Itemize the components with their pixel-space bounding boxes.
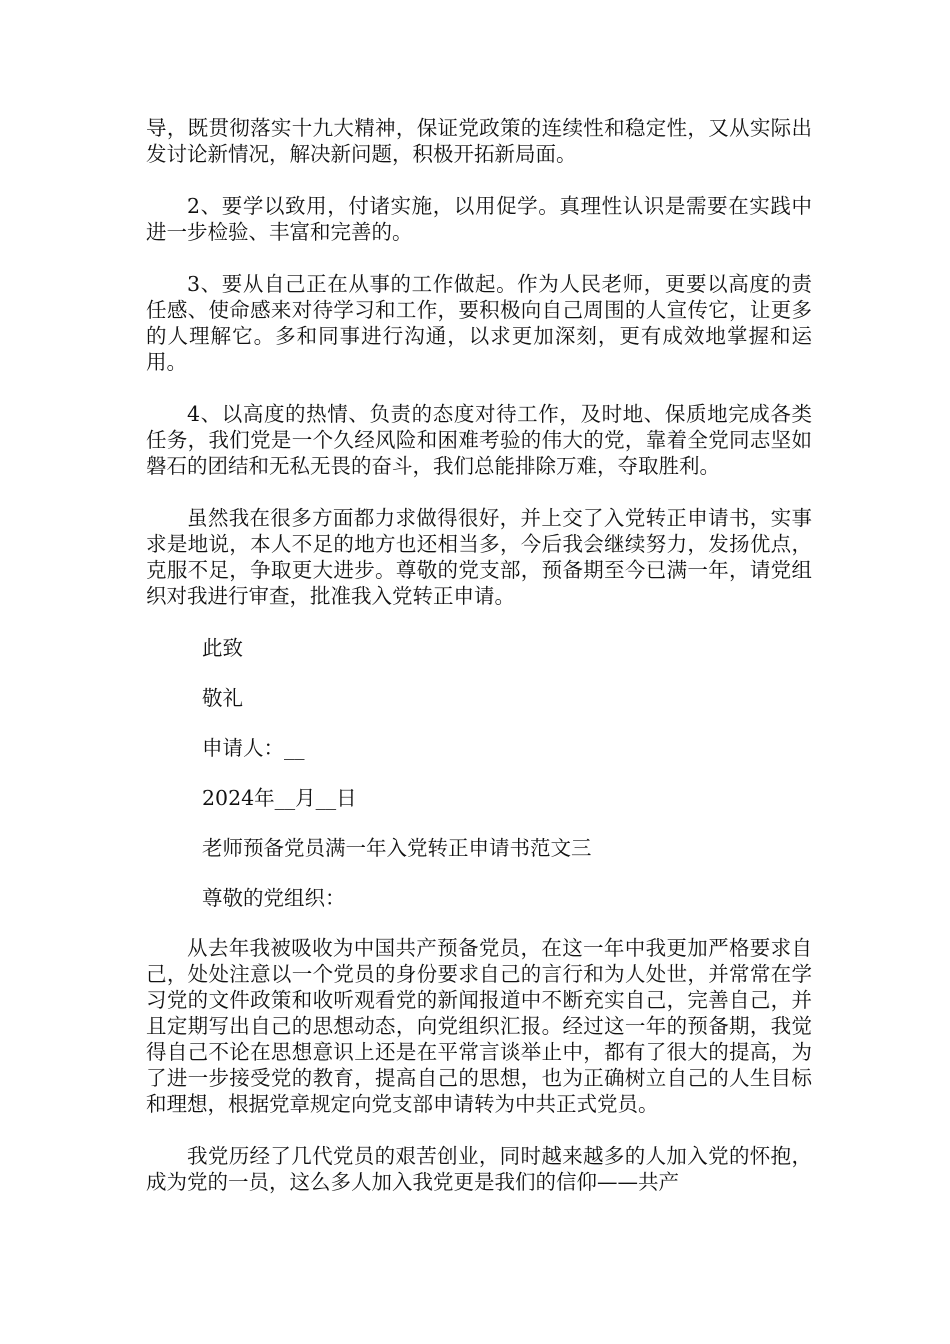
paragraph-continuation: 导，既贯彻落实十九大精神，保证党政策的连续性和稳定性，又从实际出发讨论新情况，解决新问题，积极开拓新局面。 xyxy=(146,116,812,166)
paragraph-point-4: 4、以高度的热情、负责的态度对待工作，及时地、保质地完成各类任务，我们党是一个久经风险和困难考验的伟大的党，靠着全党同志坚如磐石的团结和无私无畏的奋斗，我们总能排除万难，夺取胜利。 xyxy=(146,402,812,478)
next-document-title: 老师预备党员满一年入党转正申请书范文三 xyxy=(202,836,592,860)
greeting-line: 尊敬的党组织： xyxy=(202,886,346,910)
paragraph-point-2: 2、要学以致用，付诸实施，以用促学。真理性认识是需要在实践中进一步检验、丰富和完善的。 xyxy=(146,194,812,244)
salute-phrase: 敬礼 xyxy=(202,686,243,710)
paragraph-body-intro: 从去年我被吸收为中国共产预备党员，在这一年中我更加严格要求自己，处处注意以一个党员的身份要求自己的言行和为人处世，并常常在学习党的文件政策和收听观看党的新闻报道中不断充实自己，完善自己，并且定期写出自己的思想动态，向党组织汇报。经过这一年的预备期，我觉得自己不论在思想意识上还是在平常言谈举止中，都有了很大的提高，为了进一步接受党的教育，提高自己的思想，也为正确树立自己的人生目标和理想，根据党章规定向党支部申请转为中共正式党员。 xyxy=(146,936,812,1116)
paragraph-summary: 虽然我在很多方面都力求做得很好，并上交了入党转正申请书，实事求是地说，本人不足的地方也还相当多，今后我会继续努力，发扬优点，克服不足，争取更大进步。尊敬的党支部，预备期至今已满一年，请党组织对我进行审查，批准我入党转正申请。 xyxy=(146,506,812,608)
paragraph-body-history: 我党历经了几代党员的艰苦创业，同时越来越多的人加入党的怀抱，成为党的一员，这么多人加入我党更是我们的信仰——共产 xyxy=(146,1144,812,1194)
document-page xyxy=(146,115,812,1195)
date-line: 2024年__月__日 xyxy=(202,786,357,810)
applicant-line: 申请人：__ xyxy=(202,736,305,760)
closing-phrase: 此致 xyxy=(202,636,243,660)
paragraph-point-3: 3、要从自己正在从事的工作做起。作为人民老师，更要以高度的责任感、使命感来对待学习和工作，要积极向自己周围的人宣传它，让更多的人理解它。多和同事进行沟通，以求更加深刻，更有成效地掌握和运用。 xyxy=(146,272,812,374)
